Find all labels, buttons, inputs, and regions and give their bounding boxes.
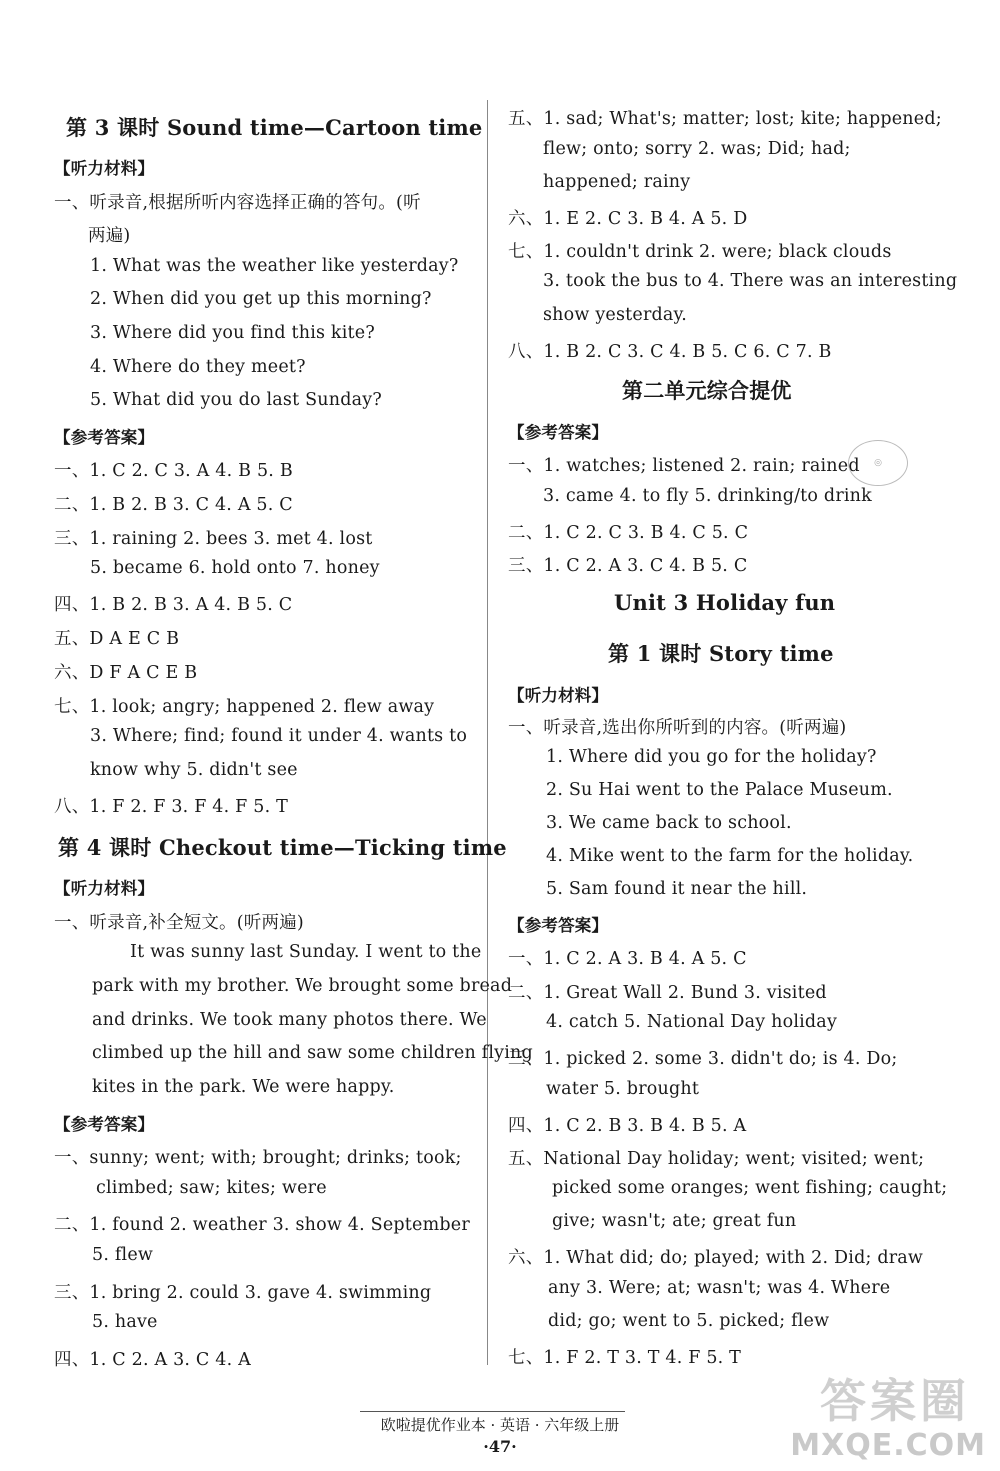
text-line: 七、1. F 2. T 3. T 4. F 5. T bbox=[508, 1348, 742, 1368]
text-line: 一、1. watches; listened 2. rain; rained bbox=[508, 456, 860, 476]
text-line: 5. Sam found it near the hill. bbox=[546, 879, 808, 899]
subsection-label: 【听力材料】 bbox=[508, 686, 609, 705]
text-line: happened; rainy bbox=[543, 172, 691, 192]
text-line: 1. Where did you go for the holiday? bbox=[546, 747, 877, 767]
text-line: 一、1. C 2. C 3. A 4. B 5. B bbox=[54, 461, 293, 481]
section-heading: 第 4 课时 Checkout time—Ticking time bbox=[58, 835, 507, 860]
text-line: 二、1. C 2. C 3. B 4. C 5. C bbox=[508, 523, 749, 543]
text-line: 3. We came back to school. bbox=[546, 813, 792, 833]
text-line: and drinks. We took many photos there. We bbox=[92, 1010, 487, 1030]
text-line: 4. Where do they meet? bbox=[90, 357, 306, 377]
subsection-label: 【参考答案】 bbox=[508, 916, 609, 935]
section-heading: 第 3 课时 Sound time—Cartoon time bbox=[66, 115, 483, 140]
section-heading: Unit 3 Holiday fun bbox=[614, 590, 836, 615]
text-line: 六、1. E 2. C 3. B 4. A 5. D bbox=[508, 209, 748, 229]
text-line: 一、听录音,根据所听内容选择正确的答句。(听 bbox=[54, 193, 421, 213]
text-line: did; go; went to 5. picked; flew bbox=[548, 1311, 830, 1331]
text-line: show yesterday. bbox=[543, 305, 688, 325]
text-line: 六、1. What did; do; played; with 2. Did; draw bbox=[508, 1248, 924, 1268]
text-line: 3. came 4. to fly 5. drinking/to drink bbox=[543, 486, 872, 506]
faint-stamp: ◎ bbox=[848, 440, 908, 486]
text-line: 1. What was the weather like yesterday? bbox=[90, 256, 459, 276]
text-line: 五、National Day holiday; went; visited; went; bbox=[508, 1149, 925, 1169]
subsection-label: 【参考答案】 bbox=[54, 428, 155, 447]
text-line: 二、1. found 2. weather 3. show 4. September bbox=[54, 1215, 470, 1235]
text-line: 二、1. B 2. B 3. C 4. A 5. C bbox=[54, 495, 293, 515]
section-heading: 第 1 课时 Story time bbox=[608, 641, 834, 666]
subsection-label: 【听力材料】 bbox=[54, 159, 155, 178]
text-line: 六、D F A C E B bbox=[54, 663, 198, 683]
text-line: water 5. brought bbox=[546, 1079, 700, 1099]
footer-rule bbox=[360, 1411, 625, 1412]
text-line: 七、1. look; angry; happened 2. flew away bbox=[54, 697, 435, 717]
text-line: kites in the park. We were happy. bbox=[92, 1077, 395, 1097]
text-line: 五、D A E C B bbox=[54, 629, 180, 649]
text-line: 一、听录音,选出你所听到的内容。(听两遍) bbox=[508, 718, 847, 738]
text-line: 八、1. F 2. F 3. F 4. F 5. T bbox=[54, 797, 288, 817]
text-line: know why 5. didn't see bbox=[90, 760, 298, 780]
footer-title: 欧啦提优作业本 · 英语 · 六年级上册 bbox=[380, 1416, 620, 1434]
text-line: 一、听录音,补全短文。(听两遍) bbox=[54, 913, 304, 933]
subsection-label: 【听力材料】 bbox=[54, 879, 155, 898]
text-line: climbed up the hill and saw some children flying bbox=[92, 1043, 533, 1063]
subsection-label: 【参考答案】 bbox=[54, 1115, 155, 1134]
text-line: 4. Mike went to the farm for the holiday. bbox=[546, 846, 914, 866]
text-line: 一、1. C 2. A 3. B 4. A 5. C bbox=[508, 949, 747, 969]
text-line: 两遍) bbox=[88, 226, 131, 246]
text-line: 3. Where; find; found it under 4. wants to bbox=[90, 726, 468, 746]
text-line: 三、1. C 2. A 3. C 4. B 5. C bbox=[508, 556, 748, 576]
text-line: 八、1. B 2. C 3. C 4. B 5. C 6. C 7. B bbox=[508, 342, 832, 362]
section-heading: 第二单元综合提优 bbox=[622, 378, 792, 403]
text-line: 五、1. sad; What's; matter; lost; kite; happened; bbox=[508, 109, 942, 129]
text-line: 2. When did you get up this morning? bbox=[90, 289, 432, 309]
text-line: flew; onto; sorry 2. was; Did; had; bbox=[543, 139, 851, 159]
text-line: 3. Where did you find this kite? bbox=[90, 323, 375, 343]
page-number: ·47· bbox=[483, 1437, 517, 1456]
text-line: 三、1. picked 2. some 3. didn't do; is 4. Do; bbox=[508, 1049, 898, 1069]
text-line: 5. What did you do last Sunday? bbox=[90, 390, 382, 410]
column-divider bbox=[487, 100, 488, 1365]
text-line: 七、1. couldn't drink 2. were; black clouds bbox=[508, 242, 892, 262]
text-line: 一、sunny; went; with; brought; drinks; took; bbox=[54, 1148, 462, 1168]
text-line: any 3. Were; at; wasn't; was 4. Where bbox=[548, 1278, 891, 1298]
text-line: 2. Su Hai went to the Palace Museum. bbox=[546, 780, 893, 800]
text-line: It was sunny last Sunday. I went to the bbox=[130, 942, 482, 962]
watermark-site: MXQE.COM bbox=[790, 1428, 986, 1463]
text-line: picked some oranges; went fishing; caught; bbox=[552, 1178, 948, 1198]
text-line: 四、1. B 2. B 3. A 4. B 5. C bbox=[54, 595, 293, 615]
text-line: 3. took the bus to 4. There was an interesting bbox=[543, 271, 958, 291]
watermark-logo: 答案圈 bbox=[820, 1374, 970, 1428]
text-line: give; wasn't; ate; great fun bbox=[552, 1211, 797, 1231]
text-line: 四、1. C 2. A 3. C 4. A bbox=[54, 1350, 251, 1370]
text-line: 二、1. Great Wall 2. Bund 3. visited bbox=[508, 983, 827, 1003]
text-line: climbed; saw; kites; were bbox=[96, 1178, 327, 1198]
text-line: 三、1. raining 2. bees 3. met 4. lost bbox=[54, 529, 373, 549]
text-line: 三、1. bring 2. could 3. gave 4. swimming bbox=[54, 1283, 432, 1303]
text-line: 5. have bbox=[92, 1312, 158, 1332]
text-line: 4. catch 5. National Day holiday bbox=[546, 1012, 838, 1032]
subsection-label: 【参考答案】 bbox=[508, 423, 609, 442]
text-line: park with my brother. We brought some bread bbox=[92, 976, 513, 996]
text-line: 5. became 6. hold onto 7. honey bbox=[90, 558, 380, 578]
text-line: 5. flew bbox=[92, 1245, 154, 1265]
text-line: 四、1. C 2. B 3. B 4. B 5. A bbox=[508, 1116, 747, 1136]
